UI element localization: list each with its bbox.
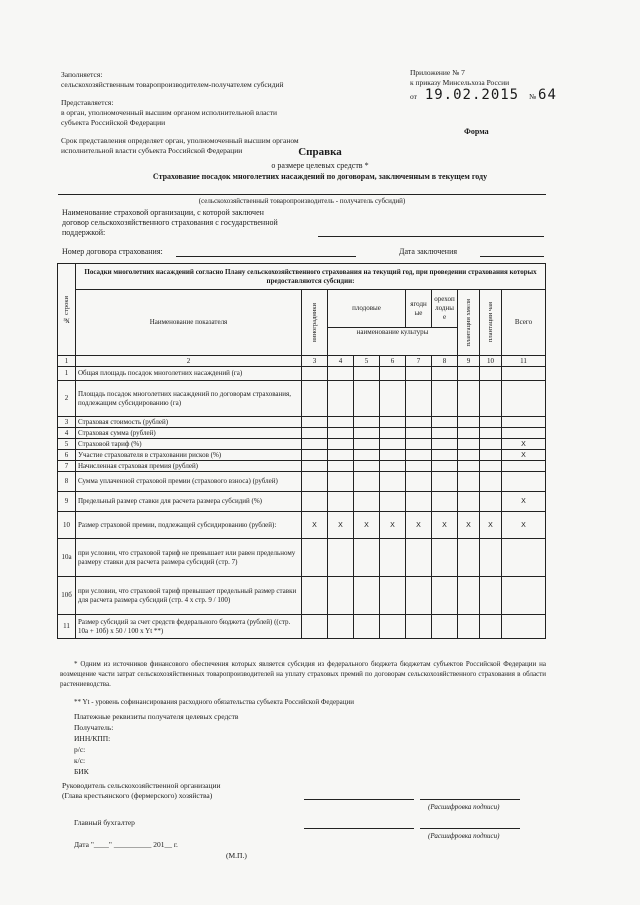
row-number: 4 xyxy=(58,428,76,439)
value-cell[interactable] xyxy=(406,439,432,450)
bank-details xyxy=(74,711,374,777)
value-cell[interactable] xyxy=(406,492,432,512)
header-left xyxy=(61,70,351,156)
contract-number-label: Номер договора страхования: xyxy=(62,247,163,256)
contract-date-field[interactable] xyxy=(480,256,544,257)
value-cell[interactable] xyxy=(406,461,432,472)
value-cell[interactable] xyxy=(480,472,502,492)
value-cell[interactable] xyxy=(380,461,406,472)
row-no-header: № строки xyxy=(58,264,76,356)
value-cell[interactable] xyxy=(302,472,328,492)
not-applicable-cell: X xyxy=(432,512,458,539)
accountant-label: Главный бухгалтер xyxy=(74,818,135,827)
tea-header: плантации чая xyxy=(480,290,502,356)
value-cell[interactable] xyxy=(432,492,458,512)
value-cell[interactable] xyxy=(354,450,380,461)
value-cell[interactable] xyxy=(458,450,480,461)
value-cell[interactable] xyxy=(380,439,406,450)
value-cell[interactable] xyxy=(328,428,354,439)
value-cell[interactable] xyxy=(328,539,354,577)
value-cell[interactable] xyxy=(458,472,480,492)
indicator-name: Размер страховой премии, подлежащей субсидированию (рублей): xyxy=(76,512,302,539)
indicator-header: Наименование показателя xyxy=(76,290,302,356)
indicator-name: Предельный размер ставки для расчета размера субсидий (%) xyxy=(76,492,302,512)
column-number: 2 xyxy=(76,356,302,367)
value-cell[interactable] xyxy=(302,439,328,450)
deadline-1: Срок представления определяет орган, уполномоченный высшим органом xyxy=(61,136,299,145)
row-number: 11 xyxy=(58,615,76,639)
footnote-1: * Одним из источников финансового обеспечения которых является субсидия из федерального бюджета бюджетам субъектов Российской Федерации на возмещение части затрат сельскохозяйственных товаропроизводителей на уплату страховых премий по договорам сельскохозяйственного страхования в области растениеводства. xyxy=(60,660,546,688)
row-number: 5 xyxy=(58,439,76,450)
value-cell[interactable] xyxy=(480,381,502,417)
value-cell[interactable] xyxy=(502,472,546,492)
filled-by-label: Заполняется: xyxy=(61,70,103,79)
not-applicable-cell: X xyxy=(480,512,502,539)
value-cell[interactable] xyxy=(354,492,380,512)
fruit-header: плодовые xyxy=(328,290,406,328)
value-cell[interactable] xyxy=(406,417,432,428)
column-number: 8 xyxy=(432,356,458,367)
not-applicable-cell: X xyxy=(502,439,546,450)
value-cell[interactable] xyxy=(432,450,458,461)
value-cell[interactable] xyxy=(480,461,502,472)
value-cell[interactable] xyxy=(432,417,458,428)
value-cell[interactable] xyxy=(432,461,458,472)
value-cell[interactable] xyxy=(354,615,380,639)
value-cell[interactable] xyxy=(328,450,354,461)
bank-inn: ИНН/КПП: xyxy=(74,734,111,743)
vineyards-header: виноградники xyxy=(302,290,328,356)
value-cell[interactable] xyxy=(502,367,546,381)
submitted-value-2: субъекта Российской Федерации xyxy=(61,118,166,127)
value-cell[interactable] xyxy=(406,381,432,417)
nut-header: орехоплодные xyxy=(432,290,458,328)
row-number: 9 xyxy=(58,492,76,512)
order-number: 64 xyxy=(538,87,557,103)
value-cell[interactable] xyxy=(380,615,406,639)
bank-bik: БИК xyxy=(74,767,89,776)
value-cell[interactable] xyxy=(302,577,328,615)
value-cell[interactable] xyxy=(480,615,502,639)
value-cell[interactable] xyxy=(302,381,328,417)
value-cell[interactable] xyxy=(432,472,458,492)
value-cell[interactable] xyxy=(354,367,380,381)
value-cell[interactable] xyxy=(302,417,328,428)
value-cell[interactable] xyxy=(480,439,502,450)
not-applicable-cell: X xyxy=(328,512,354,539)
column-number: 10 xyxy=(480,356,502,367)
value-cell[interactable] xyxy=(302,492,328,512)
table-row xyxy=(58,492,546,512)
not-applicable-cell: X xyxy=(502,492,546,512)
value-cell[interactable] xyxy=(302,461,328,472)
table-row xyxy=(58,367,546,381)
value-cell[interactable] xyxy=(432,615,458,639)
value-cell[interactable] xyxy=(432,539,458,577)
value-cell[interactable] xyxy=(406,577,432,615)
table-row xyxy=(58,439,546,450)
value-cell[interactable] xyxy=(328,417,354,428)
value-cell[interactable] xyxy=(354,417,380,428)
value-cell[interactable] xyxy=(328,381,354,417)
value-cell[interactable] xyxy=(302,428,328,439)
form-label: Форма xyxy=(464,127,489,136)
value-cell[interactable] xyxy=(302,615,328,639)
head-line-1: Руководитель сельскохозяйственной организации xyxy=(62,781,221,790)
row-number: 2 xyxy=(58,381,76,417)
value-cell[interactable] xyxy=(458,615,480,639)
header-right xyxy=(410,68,560,102)
value-cell[interactable] xyxy=(354,381,380,417)
head-decode-caption: (Расшифровка подписи) xyxy=(428,803,500,811)
not-applicable-cell: X xyxy=(354,512,380,539)
value-cell[interactable] xyxy=(328,472,354,492)
value-cell[interactable] xyxy=(328,439,354,450)
value-cell[interactable] xyxy=(328,367,354,381)
value-cell[interactable] xyxy=(406,428,432,439)
value-cell[interactable] xyxy=(458,367,480,381)
not-applicable-cell: X xyxy=(502,450,546,461)
contract-date-label: Дата заключения xyxy=(399,247,458,256)
value-cell[interactable] xyxy=(458,461,480,472)
submitted-label: Представляется: xyxy=(61,98,114,107)
value-cell[interactable] xyxy=(458,428,480,439)
filled-by-value: сельскохозяйственным товаропроизводителем-получателем субсидий xyxy=(61,80,284,89)
table-row xyxy=(58,461,546,472)
value-cell[interactable] xyxy=(502,428,546,439)
table-row xyxy=(58,577,546,615)
accountant-decode-field[interactable] xyxy=(420,828,520,829)
from-label: от xyxy=(410,92,417,101)
value-cell[interactable] xyxy=(480,417,502,428)
value-cell[interactable] xyxy=(380,577,406,615)
table-row xyxy=(58,472,546,492)
producer-caption: (сельскохозяйственный товаропроизводитель - получатель субсидий) xyxy=(198,197,406,205)
row-number: 10б xyxy=(58,577,76,615)
contract-number-field[interactable] xyxy=(176,256,356,257)
column-number: 6 xyxy=(380,356,406,367)
value-cell[interactable] xyxy=(502,577,546,615)
value-cell[interactable] xyxy=(432,381,458,417)
value-cell[interactable] xyxy=(502,615,546,639)
value-cell[interactable] xyxy=(432,577,458,615)
value-cell[interactable] xyxy=(354,577,380,615)
table-row xyxy=(58,381,546,417)
deadline-2: исполнительной власти субъекта Российской Федерации xyxy=(61,146,243,155)
value-cell[interactable] xyxy=(380,428,406,439)
group-header: Посадки многолетних насаждений согласно Плану сельскохозяйственного страхования на текущий год, при проведении страхования которых предоставляются субсидии: xyxy=(76,264,546,290)
indicator-name: Страховой тариф (%) xyxy=(76,439,302,450)
value-cell[interactable] xyxy=(480,492,502,512)
insurer-line-2: договор сельскохозяйственного страхования с государственной xyxy=(62,218,278,227)
indicator-name: Площадь посадок многолетних насаждений по договорам страхования, подлежащим субсидированию (га) xyxy=(76,381,302,417)
row-number: 1 xyxy=(58,367,76,381)
page-subtitle: о размере целевых средств * xyxy=(271,161,369,170)
value-cell[interactable] xyxy=(328,492,354,512)
indicator-name: Размер субсидий за счет средств федерального бюджета (рублей) ((стр. 10а + 10б) x 50 / 100 x Yt **) xyxy=(76,615,302,639)
value-cell[interactable] xyxy=(502,539,546,577)
table-row xyxy=(58,450,546,461)
value-cell[interactable] xyxy=(458,381,480,417)
indicators-table xyxy=(57,263,546,639)
value-cell[interactable] xyxy=(380,450,406,461)
row-number: 7 xyxy=(58,461,76,472)
head-signature-field[interactable] xyxy=(304,799,414,800)
value-cell[interactable] xyxy=(458,539,480,577)
value-cell[interactable] xyxy=(302,450,328,461)
row-number: 10а xyxy=(58,539,76,577)
value-cell[interactable] xyxy=(354,461,380,472)
value-cell[interactable] xyxy=(480,539,502,577)
insurer-line-1: Наименование страховой организации, с которой заключен xyxy=(62,208,264,217)
accountant-signature-field[interactable] xyxy=(304,828,414,829)
value-cell[interactable] xyxy=(380,381,406,417)
table-row xyxy=(58,512,546,539)
bank-title: Платежные реквизиты получателя целевых средств xyxy=(74,712,239,721)
indicator-name: Общая площадь посадок многолетних насаждений (га) xyxy=(76,367,302,381)
value-cell[interactable] xyxy=(354,439,380,450)
column-number: 1 xyxy=(58,356,76,367)
value-cell[interactable] xyxy=(432,428,458,439)
indicator-name: Начисленная страховая премия (рублей) xyxy=(76,461,302,472)
value-cell[interactable] xyxy=(406,539,432,577)
row-number: 6 xyxy=(58,450,76,461)
row-number: 8 xyxy=(58,472,76,492)
table-row xyxy=(58,615,546,639)
not-applicable-cell: X xyxy=(458,512,480,539)
value-cell[interactable] xyxy=(302,367,328,381)
value-cell[interactable] xyxy=(380,367,406,381)
berry-header: ягодные xyxy=(406,290,432,328)
table-row xyxy=(58,417,546,428)
value-cell[interactable] xyxy=(328,615,354,639)
value-cell[interactable] xyxy=(354,539,380,577)
page-subject: Страхование посадок многолетних насаждений по договорам, заключенным в текущем году xyxy=(152,172,488,181)
not-applicable-cell: X xyxy=(380,512,406,539)
value-cell[interactable] xyxy=(302,539,328,577)
column-number: 11 xyxy=(502,356,546,367)
hops-header: плантации хмеля xyxy=(458,290,480,356)
order-label: к приказу Минсельхоза России xyxy=(410,78,510,87)
head-decode-field[interactable] xyxy=(420,799,520,800)
table-row xyxy=(58,539,546,577)
value-cell[interactable] xyxy=(354,472,380,492)
bank-recipient: Получатель: xyxy=(74,723,114,732)
total-header: Всего xyxy=(502,290,546,356)
value-cell[interactable] xyxy=(458,439,480,450)
insurer-line-3: поддержкой: xyxy=(62,228,106,237)
number-sign: № xyxy=(528,92,537,101)
value-cell[interactable] xyxy=(502,461,546,472)
stamp-label: (М.П.) xyxy=(226,851,247,860)
producer-line[interactable] xyxy=(58,194,546,195)
not-applicable-cell: X xyxy=(406,512,432,539)
insurer-label xyxy=(62,208,322,238)
value-cell[interactable] xyxy=(406,367,432,381)
indicator-name: Страховая сумма (рублей) xyxy=(76,428,302,439)
value-cell[interactable] xyxy=(354,428,380,439)
date-field[interactable]: Дата "____" __________ 201__ г. xyxy=(74,840,178,849)
page-title: Справка xyxy=(298,146,342,158)
value-cell[interactable] xyxy=(480,367,502,381)
table-row xyxy=(58,428,546,439)
indicator-name: при условии, что страховой тариф превышает предельный размер ставки для расчета размера субсидий (стр. 4 x стр. 9 / 100) xyxy=(76,577,302,615)
value-cell[interactable] xyxy=(458,577,480,615)
value-cell[interactable] xyxy=(406,450,432,461)
bank-corr: к/с: xyxy=(74,756,86,765)
appendix-label: Приложение № 7 xyxy=(410,68,465,77)
indicator-name: Участие страхователя в страховании рисков (%) xyxy=(76,450,302,461)
value-cell[interactable] xyxy=(480,577,502,615)
value-cell[interactable] xyxy=(406,472,432,492)
value-cell[interactable] xyxy=(432,367,458,381)
value-cell[interactable] xyxy=(328,577,354,615)
value-cell[interactable] xyxy=(380,539,406,577)
indicator-name: Страховая стоимость (рублей) xyxy=(76,417,302,428)
indicator-name: Сумма уплаченной страховой премии (страхового взноса) (рублей) xyxy=(76,472,302,492)
bank-account: р/с: xyxy=(74,745,86,754)
value-cell[interactable] xyxy=(502,381,546,417)
accountant-decode-caption: (Расшифровка подписи) xyxy=(428,832,500,840)
value-cell[interactable] xyxy=(406,615,432,639)
value-cell[interactable] xyxy=(380,472,406,492)
head-signature-label xyxy=(62,781,322,801)
row-number: 10 xyxy=(58,512,76,539)
submitted-value-1: в орган, уполномоченный высшим органом исполнительной власти xyxy=(61,108,278,117)
crop-name-header: наименование культуры xyxy=(328,328,458,356)
value-cell[interactable] xyxy=(380,492,406,512)
value-cell[interactable] xyxy=(432,439,458,450)
value-cell[interactable] xyxy=(502,417,546,428)
column-number: 7 xyxy=(406,356,432,367)
not-applicable-cell: X xyxy=(502,512,546,539)
head-line-2: (Глава крестьянского (фермерского) хозяйства) xyxy=(62,791,213,800)
row-number: 3 xyxy=(58,417,76,428)
order-date: 19.02.2015 xyxy=(424,87,520,103)
value-cell[interactable] xyxy=(458,417,480,428)
not-applicable-cell: X xyxy=(302,512,328,539)
insurer-field[interactable] xyxy=(318,236,544,237)
value-cell[interactable] xyxy=(328,461,354,472)
column-number: 5 xyxy=(354,356,380,367)
column-number: 3 xyxy=(302,356,328,367)
column-number: 9 xyxy=(458,356,480,367)
value-cell[interactable] xyxy=(380,417,406,428)
column-number: 4 xyxy=(328,356,354,367)
value-cell[interactable] xyxy=(480,450,502,461)
value-cell[interactable] xyxy=(480,428,502,439)
value-cell[interactable] xyxy=(458,492,480,512)
footnote-2: ** Yt - уровень софинансирования расходного обязательства субъекта Российской Федерации xyxy=(74,698,354,706)
indicator-name: при условии, что страховой тариф не превышает или равен предельному размеру ставки для расчета размера субсидий (стр. 7) xyxy=(76,539,302,577)
